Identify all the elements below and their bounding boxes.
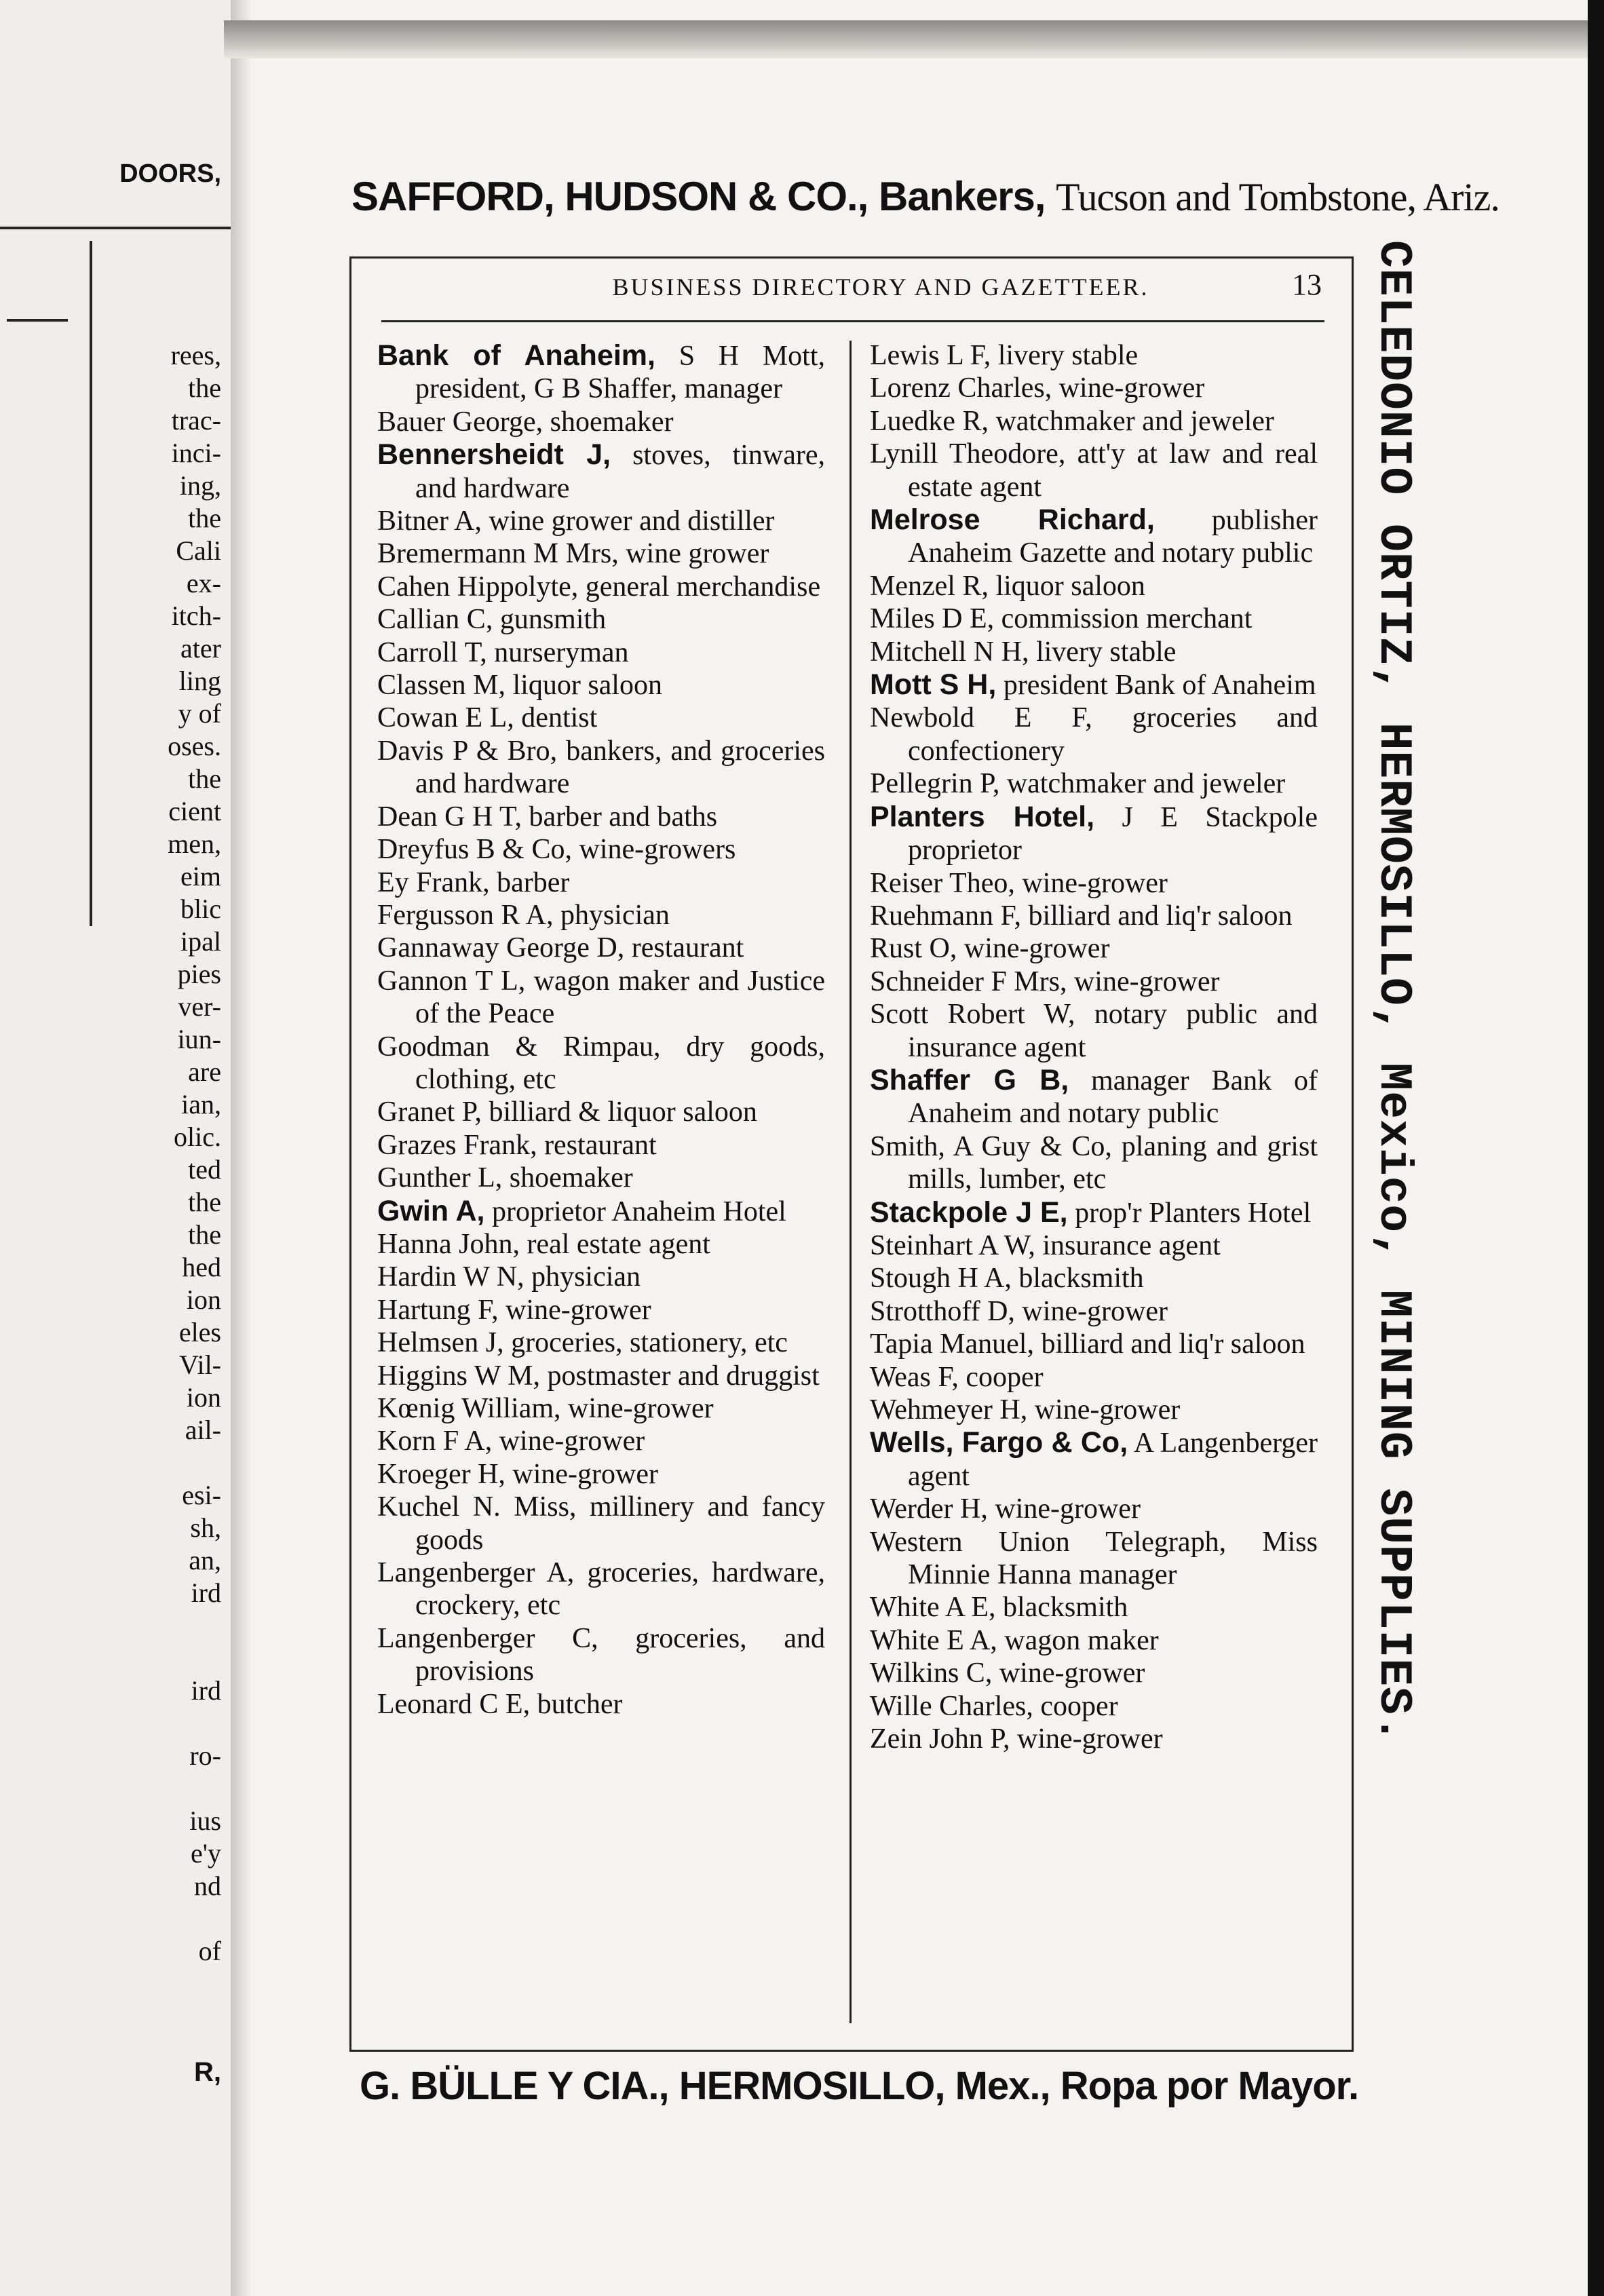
directory-entry — [377, 1129, 825, 1162]
previous-page-word: ird — [191, 1577, 221, 1608]
previous-page-box-edge — [90, 241, 92, 926]
directory-entry — [870, 932, 1318, 965]
entry-text: Wille Charles, cooper — [870, 1690, 1118, 1722]
entry-text: Menzel R, liquor saloon — [870, 570, 1145, 602]
directory-entry — [870, 1328, 1318, 1360]
directory-entry — [377, 1031, 825, 1096]
directory-entry — [870, 372, 1318, 404]
header-advert — [351, 170, 1500, 224]
previous-page-word: ird — [191, 1675, 221, 1706]
entry-text: Lorenz Charles, wine-grower — [870, 372, 1205, 404]
entry-text: Rust O, wine-grower — [870, 933, 1110, 965]
entry-text: Carroll T, nurseryman — [377, 636, 629, 668]
entry-name-bold: Gwin A, — [377, 1194, 485, 1227]
previous-page-short-rule — [7, 319, 68, 322]
running-head: BUSINESS DIRECTORY AND GAZETTEER. — [612, 273, 1149, 301]
previous-page-word: ail- — [185, 1415, 221, 1445]
entry-text: prop'r Planters Hotel — [1067, 1197, 1312, 1229]
header-advert-bold: SAFFORD, HUDSON & CO., Bankers, — [351, 174, 1046, 219]
entry-text: Helmsen J, groceries, stationery, etc — [377, 1327, 788, 1359]
directory-entry — [377, 1228, 825, 1261]
entry-text: Goodman & Rimpau, dry goods, clothing, etc — [377, 1031, 825, 1095]
previous-page-word: ing, — [179, 470, 221, 501]
entry-text: Scott Robert W, notary public and insurance agent — [870, 999, 1318, 1063]
entry-text: Gannaway George D, restaurant — [377, 932, 744, 964]
previous-page-word: inci- — [171, 438, 221, 468]
directory-entry — [377, 1360, 825, 1392]
directory-entry — [870, 1426, 1318, 1493]
entry-text: Steinhart A W, insurance agent — [870, 1229, 1221, 1261]
directory-entry — [870, 1295, 1318, 1328]
directory-entry — [377, 1622, 825, 1688]
directory-entry — [870, 1130, 1318, 1196]
previous-page-word: men, — [168, 828, 221, 859]
entry-text: Callian C, gunsmith — [377, 604, 607, 636]
directory-entry — [870, 1526, 1318, 1592]
directory-entry — [870, 1723, 1318, 1755]
entry-text: Bauer George, shoemaker — [377, 406, 674, 438]
directory-entry — [870, 900, 1318, 932]
column-divider — [849, 341, 852, 2023]
entry-text: Hartung F, wine-grower — [377, 1294, 651, 1326]
previous-page-word: cient — [168, 796, 221, 826]
directory-entry — [377, 1392, 825, 1425]
entry-text: A Langenberger agent — [908, 1428, 1318, 1492]
directory-entry — [377, 866, 825, 899]
previous-page-word: eim — [180, 861, 221, 892]
previous-page-word: the — [188, 1219, 221, 1250]
entry-text: Kœnig William, wine-grower — [377, 1393, 714, 1424]
previous-page-word: ro- — [189, 1740, 221, 1771]
entry-text: Schneider F Mrs, wine-grower — [870, 965, 1220, 997]
entry-text: Lynill Theodore, att'y at law and real estate agent — [870, 438, 1318, 503]
entry-text: Western Union Telegraph, Miss Minnie Hanna manager — [870, 1526, 1318, 1591]
header-rule — [381, 320, 1324, 322]
previous-page-word: ling — [178, 666, 221, 696]
entry-name-bold: Bennersheidt J, — [377, 438, 611, 472]
entry-text: Miles D E, commission merchant — [870, 603, 1253, 635]
directory-entry — [870, 867, 1318, 900]
entry-text: Ey Frank, barber — [377, 866, 570, 898]
directory-entry — [870, 998, 1318, 1064]
entry-text: Lewis L F, livery stable — [870, 340, 1139, 371]
directory-entry — [870, 1229, 1318, 1262]
page-number: 13 — [1292, 268, 1322, 301]
entry-text: Bitner A, wine grower and distiller — [377, 505, 775, 537]
entry-text: manager Bank of Anaheim and notary public — [908, 1065, 1318, 1130]
entry-name-bold: Planters Hotel, — [870, 800, 1095, 833]
directory-entry — [377, 1195, 825, 1228]
previous-page-word: oses. — [168, 731, 221, 761]
directory-entry — [870, 1657, 1318, 1689]
previous-page-word: sh, — [190, 1512, 221, 1543]
previous-page-word: ipal — [180, 926, 221, 957]
directory-entry — [377, 932, 825, 964]
previous-page-rule — [0, 227, 231, 229]
previous-page-word: e'y — [191, 1838, 221, 1869]
entry-text: Gannon T L, wagon maker and Justice of the Peace — [377, 965, 825, 1030]
previous-page-word: rees, — [170, 340, 221, 370]
entry-name-bold: Wells, Fargo & Co, — [870, 1426, 1128, 1459]
previous-page-word: ion — [186, 1284, 221, 1315]
previous-page-word: pies — [177, 959, 221, 989]
directory-entry — [870, 668, 1318, 702]
entry-text: Kuchel N. Miss, millinery and fancy goods — [377, 1491, 825, 1556]
entry-text: Zein John P, wine-grower — [870, 1723, 1163, 1755]
directory-entry — [377, 438, 825, 505]
previous-page-word: ater — [180, 633, 221, 664]
directory-entry — [377, 1556, 825, 1622]
previous-page-word: ver- — [178, 991, 221, 1022]
entry-text: Werder H, wine-grower — [870, 1493, 1141, 1525]
directory-entry — [377, 735, 825, 801]
directory-entry — [377, 1491, 825, 1556]
entry-text: White A E, blacksmith — [870, 1592, 1128, 1624]
entry-text: Leonard C E, butcher — [377, 1688, 623, 1720]
directory-entry — [870, 1196, 1318, 1229]
entry-text: Tapia Manuel, billiard and liq'r saloon — [870, 1328, 1305, 1360]
previous-page-word: eles — [178, 1317, 221, 1347]
entry-text: Ruehmann F, billiard and liq'r saloon — [870, 900, 1293, 932]
entry-text: Mitchell N H, livery stable — [870, 636, 1177, 668]
directory-entry — [377, 1096, 825, 1128]
directory-entry — [377, 1326, 825, 1359]
entry-text: Cowan E L, dentist — [377, 702, 598, 734]
previous-page-word: nd — [194, 1871, 221, 1901]
directory-entry — [377, 1261, 825, 1293]
entry-text: Dreyfus B & Co, wine-growers — [377, 834, 736, 866]
directory-entry — [377, 537, 825, 570]
directory-entry — [377, 1688, 825, 1721]
entry-text: publisher Anaheim Gazette and notary public — [908, 505, 1318, 569]
previous-page-word: blic — [180, 894, 221, 924]
directory-entry — [870, 602, 1318, 635]
directory-entry — [377, 636, 825, 669]
previous-page-word: Vil- — [178, 1350, 221, 1380]
directory-entry — [870, 702, 1318, 767]
directory-entry — [377, 406, 825, 438]
previous-page-word: the — [188, 763, 221, 794]
entry-name-bold: Melrose Richard, — [870, 503, 1155, 537]
entry-text: White E A, wagon maker — [870, 1624, 1159, 1656]
directory-entry — [870, 570, 1318, 602]
directory-entry — [870, 636, 1318, 668]
footer-advert: G. BÜLLE Y CIA., HERMOSILLO, Mex., Ropa por Mayor. — [360, 2064, 1359, 2108]
previous-page-word: the — [188, 503, 221, 533]
previous-page-bottom-word: R, — [194, 2057, 221, 2087]
directory-entry — [870, 1690, 1318, 1723]
directory-entry — [377, 1458, 825, 1491]
entry-text: Luedke R, watchmaker and jeweler — [870, 405, 1274, 437]
entry-text: Hanna John, real estate agent — [377, 1228, 710, 1260]
entry-text: Dean G H T, barber and baths — [377, 801, 718, 833]
entry-text: Strotthoff D, wine-grower — [870, 1295, 1168, 1327]
entry-text: Wehmeyer H, wine-grower — [870, 1394, 1181, 1426]
directory-entry — [377, 1425, 825, 1457]
directory-entry — [870, 1262, 1318, 1295]
previous-page-word: of — [198, 1936, 221, 1966]
directory-entry — [870, 1361, 1318, 1394]
previous-page-word: itch- — [171, 600, 221, 631]
previous-page-word: esi- — [182, 1480, 221, 1510]
entry-text: Cahen Hippolyte, general merchandise — [377, 571, 821, 602]
header-advert-light: Tucson and Tombstone, Ariz. — [1056, 175, 1500, 219]
right-column — [870, 339, 1318, 2029]
entry-text: Reiser Theo, wine-grower — [870, 867, 1168, 899]
directory-entry — [377, 899, 825, 932]
entry-text: S H Mott, president, G B Shaffer, manager — [415, 341, 825, 405]
entry-text: Davis P & Bro, bankers, and groceries and hardware — [377, 735, 825, 800]
entry-name-bold: Bank of Anaheim, — [377, 339, 655, 372]
entry-text: proprietor Anaheim Hotel — [484, 1195, 786, 1227]
entry-text: Granet P, billiard & liquor saloon — [377, 1096, 757, 1128]
directory-entry — [377, 801, 825, 833]
entry-text: Weas F, cooper — [870, 1361, 1044, 1393]
previous-page-fragment — [0, 0, 235, 2296]
entry-text: Kroeger H, wine-grower — [377, 1458, 658, 1490]
entry-name-bold: Mott S H, — [870, 668, 997, 702]
previous-page-word: are — [188, 1056, 221, 1087]
page-right-edge — [1588, 0, 1604, 2296]
previous-page-word: ion — [186, 1382, 221, 1413]
directory-entry — [870, 1064, 1318, 1130]
entry-text: Langenberger A, groceries, hardware, crockery, etc — [377, 1557, 825, 1622]
entry-text: Newbold E F, groceries and confectionery — [870, 702, 1318, 767]
entry-text: Bremermann M Mrs, wine grower — [377, 538, 769, 570]
previous-page-word: ted — [188, 1154, 221, 1185]
entry-name-bold: Shaffer G B, — [870, 1063, 1069, 1096]
directory-entry — [377, 1294, 825, 1326]
previous-page-word: iun- — [177, 1024, 221, 1054]
directory-entry — [377, 702, 825, 734]
directory-entry — [870, 1493, 1318, 1525]
previous-page-word: y of — [178, 698, 221, 729]
side-advert — [1362, 240, 1424, 2072]
directory-entry — [870, 965, 1318, 998]
entry-text: Fergusson R A, physician — [377, 899, 670, 931]
previous-page-word: hed — [182, 1252, 221, 1282]
previous-page-word: the — [188, 1187, 221, 1217]
directory-entry — [377, 833, 825, 866]
entry-text: Classen M, liquor saloon — [377, 670, 662, 702]
directory-entry — [870, 1591, 1318, 1624]
previous-page-word: olic. — [174, 1122, 221, 1152]
directory-entry — [870, 767, 1318, 800]
side-advert-text: CELEDONIO ORTIZ, HERMOSILLO, Mexico, MINING SUPPLIES. — [1367, 240, 1419, 1744]
entry-text: president Bank of Anaheim — [996, 670, 1316, 702]
entry-text: stoves, tinware, and hardware — [415, 440, 825, 504]
directory-entry — [377, 965, 825, 1031]
directory-entry — [377, 603, 825, 636]
directory-entry — [377, 1162, 825, 1194]
book-gutter — [231, 0, 251, 2296]
entry-text: Langenberger C, groceries, and provisions — [377, 1622, 825, 1687]
directory-entry — [870, 1624, 1318, 1657]
previous-page-word: ian, — [181, 1089, 221, 1120]
entry-text: Smith, A Guy & Co, planing and grist mills, lumber, etc — [870, 1130, 1318, 1195]
entry-text: Grazes Frank, restaurant — [377, 1129, 657, 1161]
directory-entry — [377, 505, 825, 537]
directory-entry — [870, 405, 1318, 438]
entry-name-bold: Stackpole J E, — [870, 1195, 1068, 1229]
previous-page-top-word: DOORS, — [119, 159, 221, 188]
entry-text: Stough H A, blacksmith — [870, 1263, 1144, 1295]
directory-entry — [870, 1394, 1318, 1426]
entry-text: Wilkins C, wine-grower — [870, 1658, 1145, 1689]
directory-entry — [377, 669, 825, 702]
entry-text: Hardin W N, physician — [377, 1261, 641, 1293]
entry-text: J E Stackpole proprietor — [908, 801, 1318, 866]
entry-text: Pellegrin P, watchmaker and jeweler — [870, 768, 1286, 800]
previous-page-word: ius — [189, 1805, 221, 1836]
left-column — [377, 339, 825, 2029]
directory-entry — [870, 438, 1318, 503]
page-top-shadow — [224, 20, 1604, 58]
directory-entry — [870, 503, 1318, 570]
previous-page-word: an, — [189, 1545, 221, 1575]
previous-page-word: trac- — [171, 405, 221, 436]
previous-page-word: Cali — [176, 535, 221, 566]
directory-entry — [870, 801, 1318, 867]
directory-entry — [377, 571, 825, 603]
previous-page-word: ex- — [186, 568, 221, 598]
directory-entry — [870, 339, 1318, 372]
entry-text: Higgins W M, postmaster and druggist — [377, 1360, 820, 1392]
previous-page-word: the — [188, 372, 221, 403]
entry-text: Korn F A, wine-grower — [377, 1426, 645, 1457]
directory-entry — [377, 339, 825, 406]
entry-text: Gunther L, shoemaker — [377, 1162, 633, 1194]
